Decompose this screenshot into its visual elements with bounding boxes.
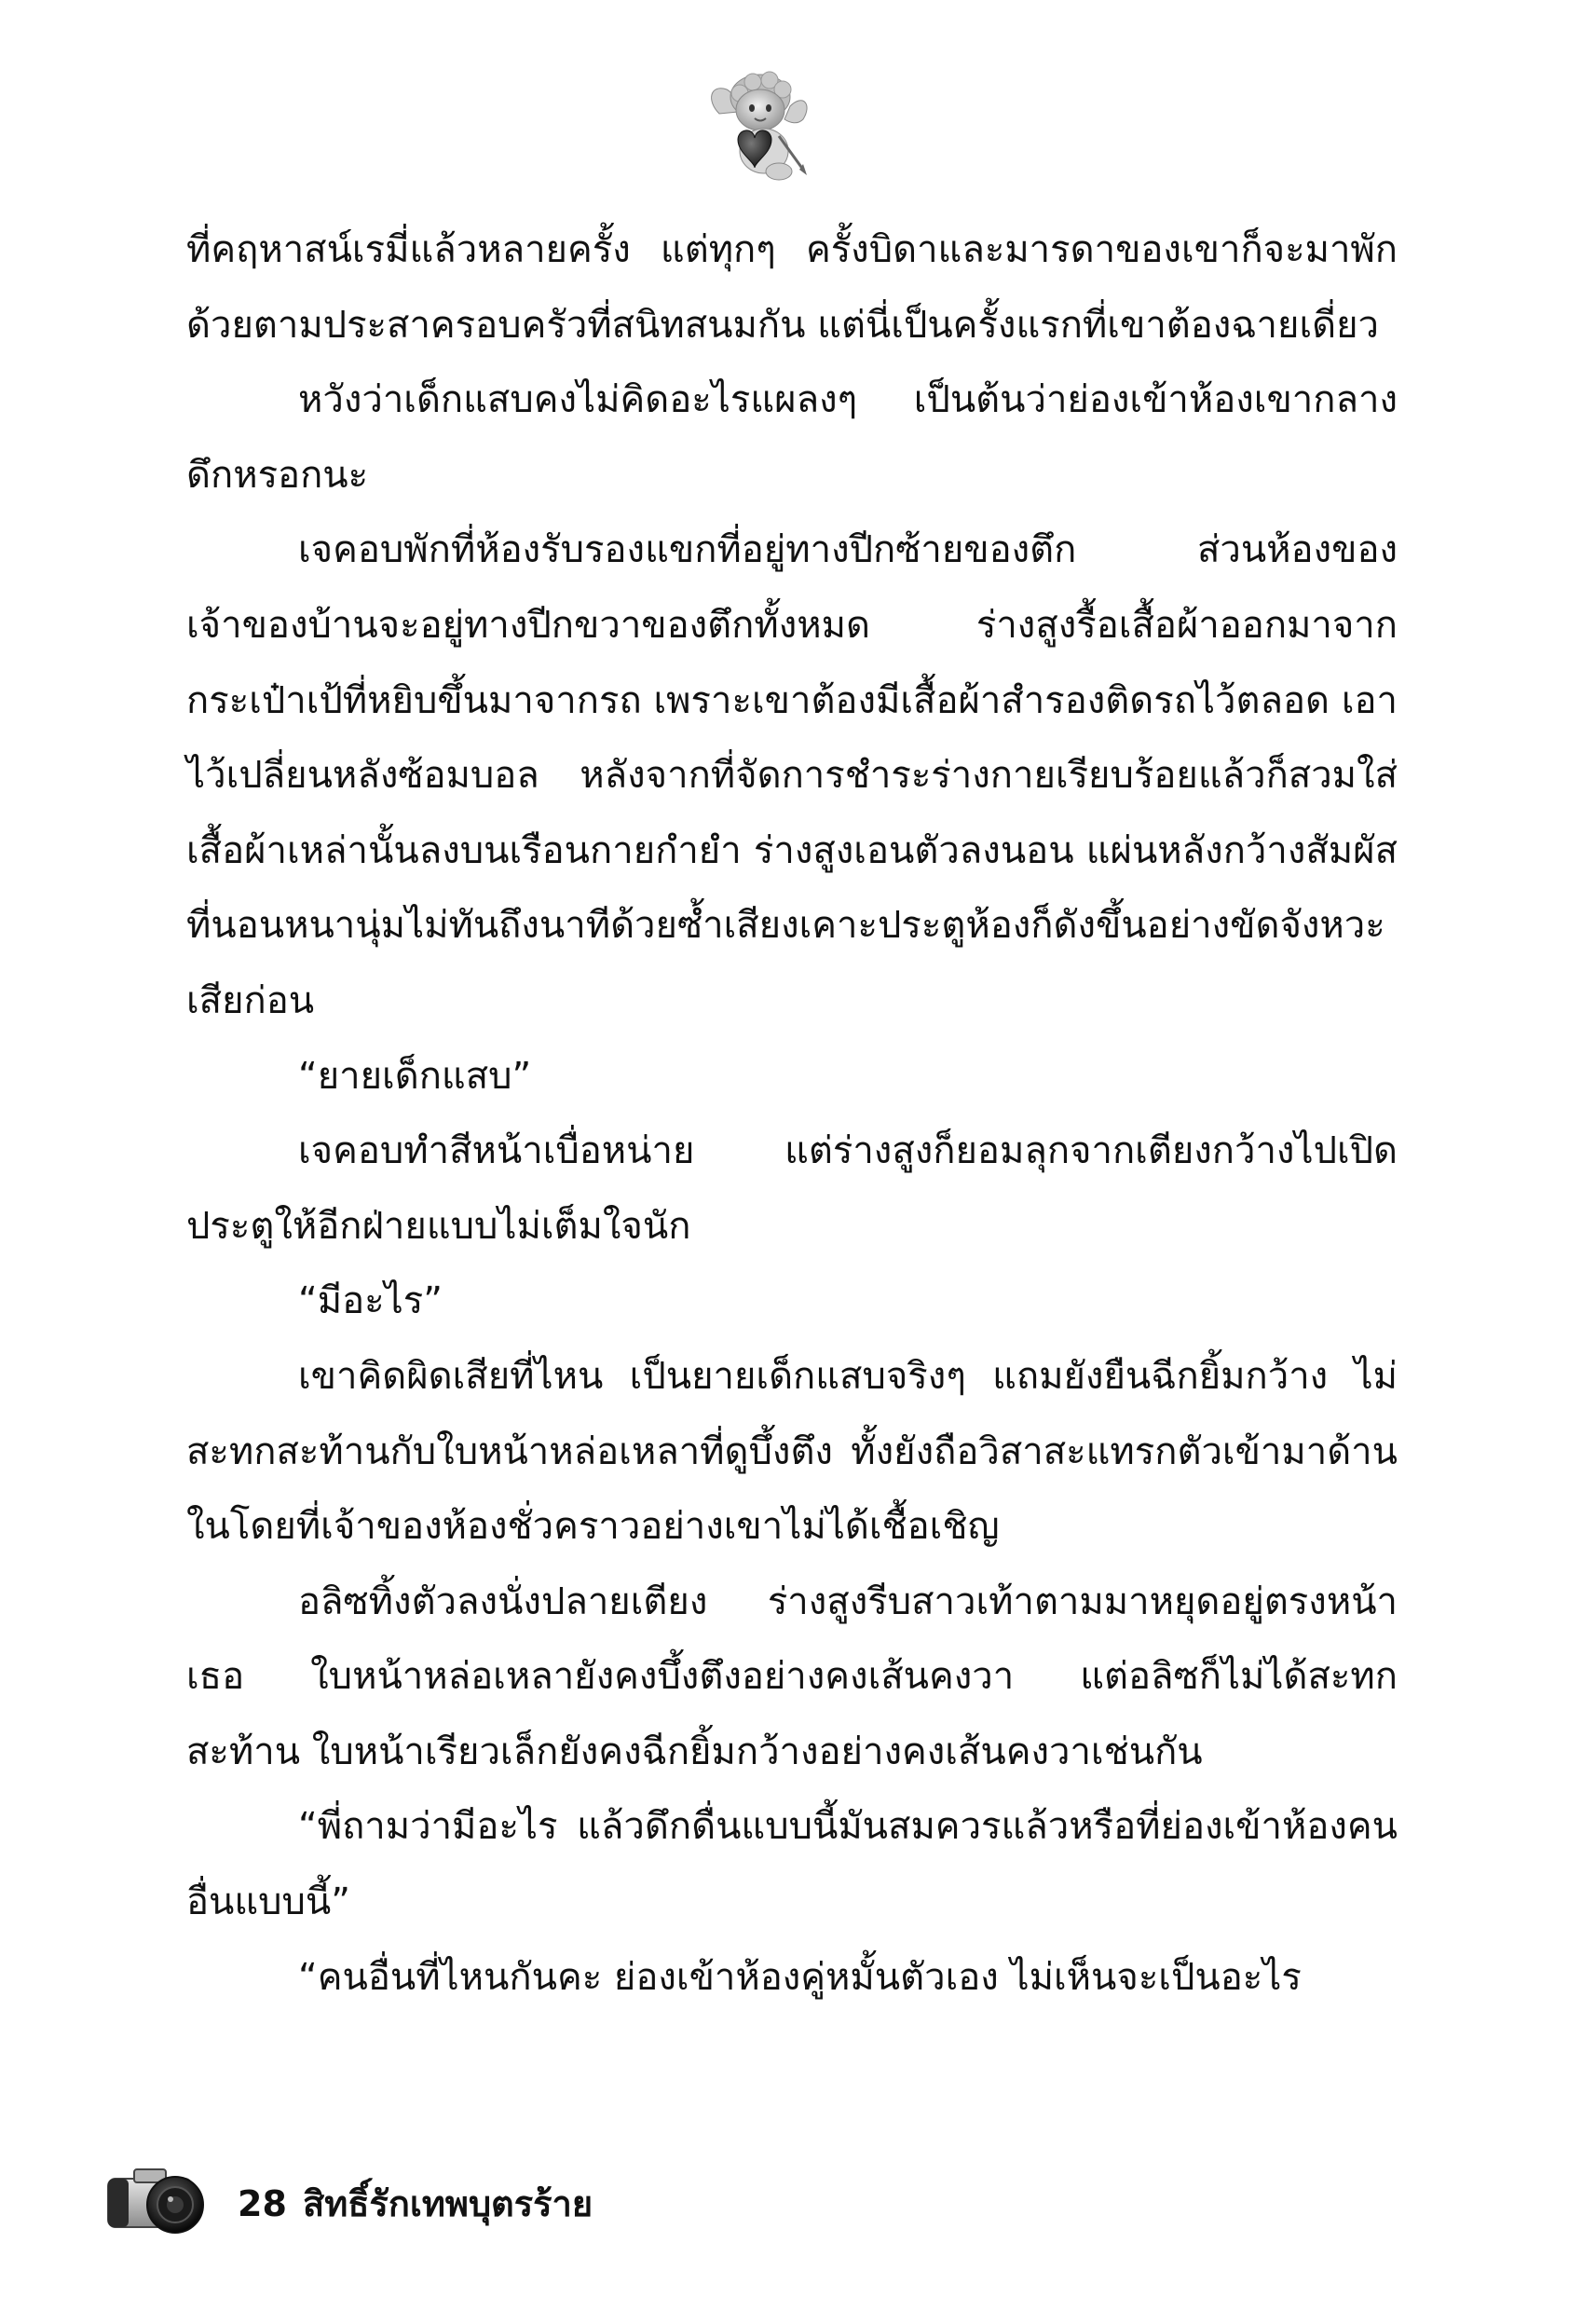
- paragraph: “มีอะไร”: [298, 1279, 443, 1323]
- paragraph: หวังว่าเด็กแสบคงไม่คิดอะไรแผลงๆ เป็นต้นว่าย่องเข้าห้องเขากลางดึกหรอกนะ: [186, 378, 1398, 497]
- paragraph: “ยายเด็กแสบ”: [298, 1054, 532, 1098]
- paragraph: เขาคิดผิดเสียที่ไหน เป็นยายเด็กแสบจริงๆ แถมยังยืนฉีกยิ้มกว้าง ไม่สะทกสะท้านกับใบหน้าหล่อเหลาที่ดูบึ้งตึง ทั้งยังถือวิสาสะแทรกตัวเข้ามาด้านในโดยที่เจ้าของห้องชั่วคราวอย่างเขาไม่ได้เชื้อเชิญ: [186, 1354, 1398, 1549]
- page-number: 28: [238, 2183, 287, 2224]
- page-footer: [102, 2143, 755, 2255]
- paragraph: อลิซทิ้งตัวลงนั่งปลายเตียง ร่างสูงรีบสาวเท้าตามมาหยุดอยู่ตรงหน้าเธอ ใบหน้าหล่อเหลายังคงบึ้งตึงอย่างคงเส้นคงวา แต่อลิซก็ไม่ได้สะทกสะท้าน ใบหน้าเรียวเล็กยังคงฉีกยิ้มกว้างอย่างคงเส้นคงวาเช่นกัน: [186, 1579, 1398, 1773]
- camera-icon: [102, 2158, 214, 2242]
- paragraph: “คนอื่นที่ไหนกันคะ ย่องเข้าห้องคู่หมั้นตัวเอง ไม่เห็นจะเป็นอะไร: [298, 1955, 1302, 1999]
- paragraph: เจคอบพักที่ห้องรับรองแขกที่อยู่ทางปีกซ้ายของตึก ส่วนห้องของเจ้าของบ้านจะอยู่ทางปีกขวาของตึกทั้งหมด ร่างสูงรื้อเสื้อผ้าออกมาจากกระเป๋าเป้ที่หยิบขึ้นมาจากรถ เพราะเขาต้องมีเสื้อผ้าสำรองติดรถไว้ตลอด เอาไว้เปลี่ยนหลังซ้อมบอล หลังจากที่จัดการชำระร่างกายเรียบร้อยแล้วก็สวมใส่เสื้อผ้าเหล่านั้นลงบนเรือนกายกำยำ ร่างสูงเอนตัวลงนอน แผ่นหลังกว้างสัมผัสที่นอนหนานุ่มไม่ทันถึงนาทีด้วยซ้ำเสียงเคาะประตูห้องก็ดังขึ้นอย่างขัดจังหวะเสียก่อน: [186, 528, 1398, 1022]
- chapter-body: [186, 212, 1398, 2015]
- paragraph: ที่คฤหาสน์เรมี่แล้วหลายครั้ง แต่ทุกๆ ครั้งบิดาและมารดาของเขาก็จะมาพักด้วยตามประสาครอบครัวที่สนิทสนมกัน แต่นี่เป็นครั้งแรกที่เขาต้องฉายเดี่ยว: [186, 228, 1398, 347]
- cupid-with-heart-icon: [699, 65, 820, 186]
- book-title: สิทธิ์รักเทพบุตรร้าย: [303, 2183, 593, 2224]
- paragraph: “พี่ถามว่ามีอะไร แล้วดึกดื่นแบบนี้มันสมควรแล้วหรือที่ย่องเข้าห้องคนอื่นแบบนี้”: [186, 1805, 1398, 1924]
- paragraph: เจคอบทำสีหน้าเบื่อหน่าย แต่ร่างสูงก็ยอมลุกจากเตียงกว้างไปเปิดประตูให้อีกฝ่ายแบบไม่เต็มใจนัก: [186, 1129, 1398, 1248]
